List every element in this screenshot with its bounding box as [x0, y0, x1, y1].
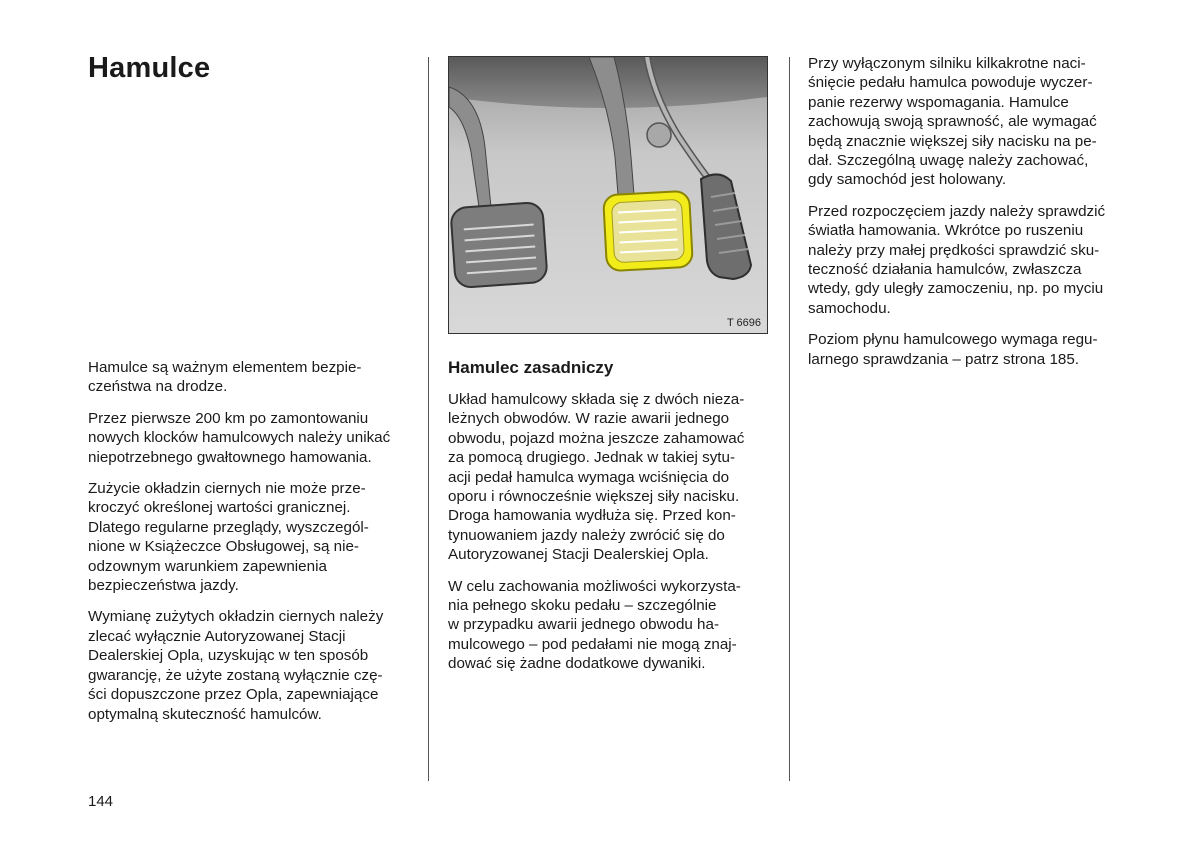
- text-line: larnego sprawdzania – patrz strona 185.: [808, 350, 1080, 368]
- text-line: Przez pierwsze 200 km po zamontowaniu: [88, 409, 369, 427]
- paragraph: [88, 607, 408, 723]
- text-line: panie rezerwy wspomagania. Hamulce: [808, 93, 1069, 111]
- text-line: śnięcie pedału hamulca powoduje wyczer-: [808, 74, 1093, 92]
- text-line: Układ hamulcowy składa się z dwóch nieza-: [448, 391, 745, 408]
- paragraph: [88, 479, 408, 595]
- text-line: światła hamowania. Wkrótce po ruszeniu: [808, 222, 1084, 240]
- text-line: czeństwa na drodze.: [88, 378, 228, 396]
- text-line: wtedy, gdy uległy zamoczeniu, np. po myciu: [808, 280, 1104, 298]
- text-line: zachowują swoją sprawność, ale wymagać: [808, 113, 1097, 131]
- text-line: obwodu, pojazd można jeszcze zahamować: [448, 429, 745, 447]
- text-line: nia pełnego skoku pedału – szczególnie: [448, 597, 717, 615]
- text-line: mulcowego – pod pedałami nie mogą znaj-: [448, 635, 737, 653]
- text-line: należy przy małej prędkości sprawdzić sku-: [808, 241, 1100, 259]
- pedal-illustration: [448, 56, 768, 334]
- text-line: gwarancję, że użyte zostaną wyłącznie czę-: [88, 666, 383, 684]
- paragraph: [448, 577, 778, 674]
- text-line: zlecać wyłącznie Autoryzowanej Stacji: [88, 627, 346, 645]
- text-line: dał. Szczególną uwagę należy zachować,: [808, 152, 1089, 170]
- text-line: leżnych obwodów. W razie awarii jednego: [448, 410, 730, 428]
- text-line: Przed rozpoczęciem jazdy należy sprawdzić: [808, 202, 1106, 220]
- column-divider-right: [789, 57, 790, 781]
- text-line: optymalną skuteczność hamulców.: [88, 705, 322, 723]
- text-line: za pomocą drugiego. Jednak w takiej sytu-: [448, 449, 736, 467]
- text-line: Droga hamowania wydłuża się. Przed kon-: [448, 507, 736, 525]
- text-line: Zużycie okładzin ciernych nie może prze-: [88, 480, 366, 498]
- text-line: gdy samochód jest holowany.: [808, 171, 1007, 189]
- column-divider-left: [428, 57, 429, 781]
- text-line: dować się żadne dodatkowe dywaniki.: [448, 655, 706, 673]
- clutch-pedal-pad: [450, 202, 547, 288]
- pedal-pivot: [647, 123, 671, 147]
- text-line: Dlatego regularne przeglądy, wyszczegól-: [88, 518, 369, 536]
- text-line: Wymianę zużytych okładzin ciernych należy: [88, 608, 384, 626]
- column-2: [448, 390, 778, 686]
- text-line: w przypadku awarii jednego obwodu ha-: [448, 616, 720, 634]
- paragraph: [808, 330, 1138, 369]
- paragraph: [88, 409, 408, 467]
- text-line: acji pedał hamulca wymaga wciśnięcia do: [448, 468, 730, 486]
- column-1: [88, 358, 408, 736]
- text-line: Poziom płynu hamulcowego wymaga regu-: [808, 331, 1098, 349]
- page-number: 144: [88, 793, 114, 810]
- pedals-drawing: [449, 57, 767, 333]
- text-line: niepotrzebnego gwałtownego hamowania.: [88, 448, 372, 466]
- text-line: W celu zachowania możliwości wykorzysta-: [448, 577, 741, 595]
- text-line: Przy wyłączonym silniku kilkakrotne naci-: [808, 55, 1086, 72]
- text-line: Dealerskiej Opla, uzyskując w ten sposób: [88, 647, 369, 665]
- column-3: [808, 54, 1138, 381]
- paragraph: [808, 54, 1138, 190]
- text-line: Hamulce są ważnym elementem bezpie-: [88, 359, 362, 376]
- text-line: tynuowaniem jazdy należy zwrócić się do: [448, 526, 725, 544]
- text-line: Autoryzowanej Stacji Dealerskiej Opla.: [448, 546, 709, 564]
- figure-label: T 6696: [726, 317, 761, 329]
- section-heading: Hamulec zasadniczy: [448, 358, 614, 377]
- text-line: samochodu.: [808, 299, 891, 317]
- text-line: nowych klocków hamulcowych należy unikać: [88, 429, 391, 447]
- text-line: bezpieczeństwa jazdy.: [88, 577, 239, 595]
- paragraph: [88, 358, 408, 397]
- paragraph: [448, 390, 778, 565]
- text-line: odzownym warunkiem zapewnienia: [88, 557, 327, 575]
- paragraph: [808, 202, 1138, 318]
- text-line: nione w Książeczce Obsługowej, są nie-: [88, 538, 359, 556]
- text-line: będą znacznie większej siły nacisku na pe-: [808, 132, 1097, 150]
- page-title: Hamulce: [88, 52, 211, 84]
- text-line: oporu i równocześnie większej siły nacisku.: [448, 488, 740, 506]
- text-line: ści dopuszczone przez Opla, zapewniające: [88, 686, 379, 704]
- text-line: teczność działania hamulców, zwłaszcza: [808, 261, 1082, 279]
- text-line: kroczyć określonej wartości granicznej.: [88, 499, 351, 517]
- brake-pedal-pad: [603, 191, 693, 271]
